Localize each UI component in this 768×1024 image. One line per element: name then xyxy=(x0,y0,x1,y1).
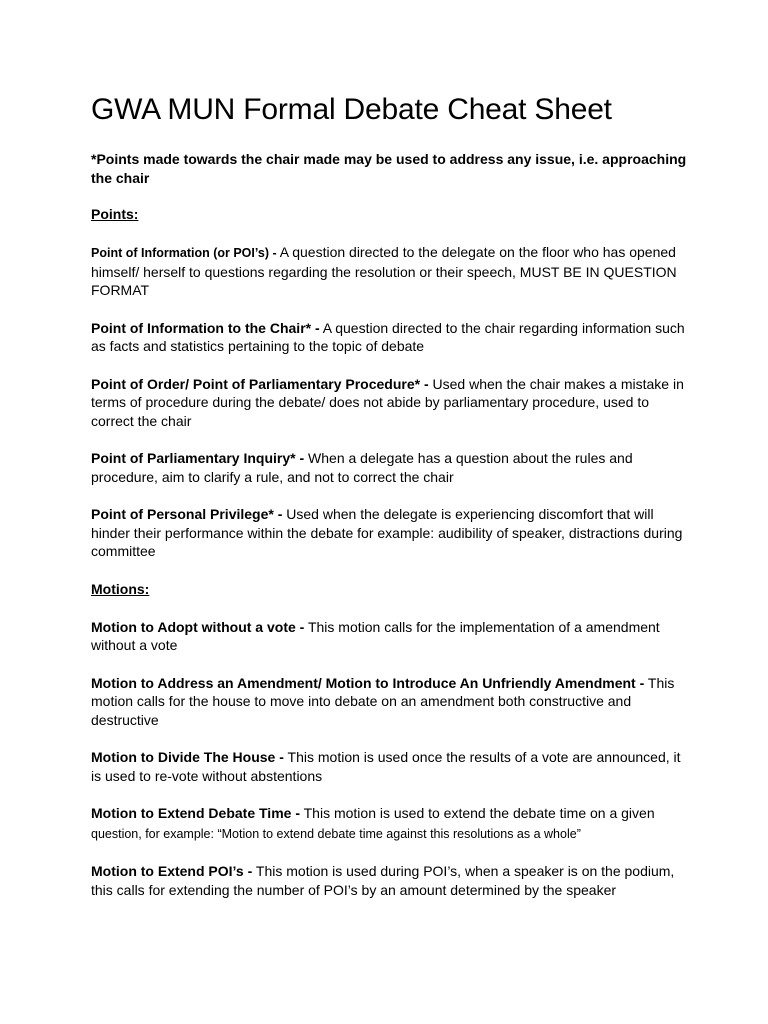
entry-point-of-personal-privilege xyxy=(91,505,688,561)
entry-point-of-order xyxy=(91,375,688,431)
document-title: GWA MUN Formal Debate Cheat Sheet xyxy=(91,93,612,126)
entry-motion-address-amendment xyxy=(91,674,688,730)
entry-term: Point of Personal Privilege* - xyxy=(91,506,283,522)
entry-term: Point of Parliamentary Inquiry* - xyxy=(91,450,305,466)
entry-description: This motion calls for the implementation of a amendment without a vote xyxy=(91,618,660,653)
entry-motion-extend-debate-time xyxy=(91,804,688,843)
entry-point-of-information xyxy=(91,243,688,300)
entry-motion-divide-the-house xyxy=(91,748,688,785)
entry-motion-extend-pois xyxy=(91,862,688,899)
entry-description: This motion is used once the results of a vote are announced, it is used to re-vote without abstentions xyxy=(91,749,681,784)
entry-description: This motion calls for the house to move into debate on an amendment both constructive and destructive xyxy=(91,674,675,728)
entry-term: Motion to Extend POI’s - xyxy=(91,863,253,879)
entry-description: Used when the chair makes a mistake in terms of procedure during the debate/ does not abide by parliamentary procedure, used to correct the chair xyxy=(91,375,684,429)
entry-description: This motion is used to extend the debate time on a given xyxy=(299,805,655,821)
entry-term: Point of Order/ Point of Parliamentary Procedure* - xyxy=(91,375,429,392)
entry-term: Motion to Address an Amendment/ Motion to Introduce An Unfriendly Amendment - xyxy=(91,674,645,691)
entry-description-continued: question, for example: “Motion to extend debate time against this resolutions as a whole” xyxy=(91,826,581,841)
entry-description: A question directed to the chair regarding information such as facts and statistics pertaining to the topic of debate xyxy=(91,319,685,354)
entry-description: When a delegate has a question about the rules and procedure, aim to clarify a rule, and not to correct the chair xyxy=(91,450,633,485)
entry-point-of-information-to-chair xyxy=(91,319,688,356)
section-heading-points: Points: xyxy=(91,206,139,222)
entry-description: This motion is used during POI’s, when a speaker is on the podium, this calls for extending the number of POI’s by an amount determined by the speaker xyxy=(91,863,675,898)
entry-term: Motion to Divide The House - xyxy=(91,749,284,765)
section-heading-motions: Motions: xyxy=(91,580,150,597)
entry-point-of-parliamentary-inquiry xyxy=(91,449,688,486)
points-section xyxy=(91,205,688,561)
entry-description: A question directed to the delegate on the floor who has opened himself/ herself to questions regarding the resolution or their speech, MUST BE IN QUESTION FORMAT xyxy=(91,244,677,298)
entry-term: Motion to Extend Debate Time - xyxy=(91,805,300,821)
motions-section xyxy=(91,580,688,900)
entry-term: Point of Information (or POI’s) - xyxy=(91,246,277,260)
chair-note: *Points made towards the chair made may be used to address any issue, i.e. approaching the chair xyxy=(91,151,687,186)
entry-motion-adopt-without-vote xyxy=(91,618,688,655)
entry-term: Motion to Adopt without a vote - xyxy=(91,618,305,635)
entry-description: Used when the delegate is experiencing discomfort that will hinder their performance within the debate for example: audibility of speaker, distractions during committee xyxy=(91,506,683,559)
entry-term: Point of Information to the Chair* - xyxy=(91,319,320,336)
